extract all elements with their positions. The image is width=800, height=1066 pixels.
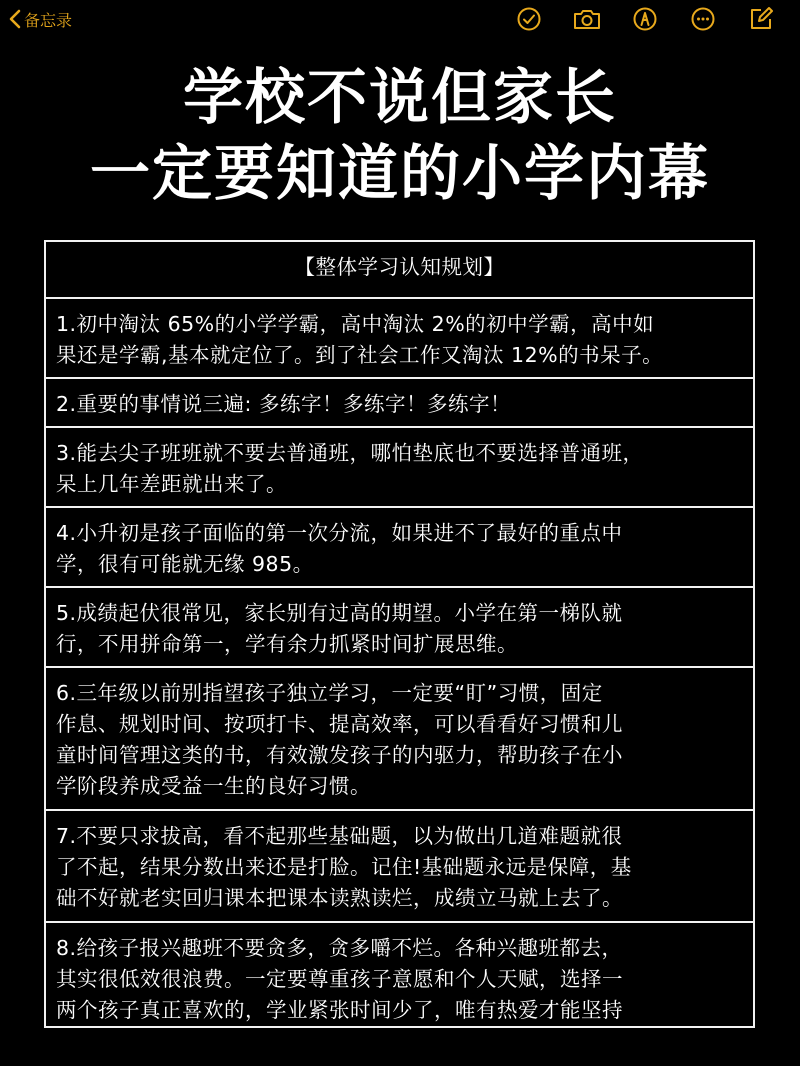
markup-pen-icon [632,6,658,32]
table-row [46,299,753,379]
row-text-line: 童时间管理这类的书，有效激发孩子的内驱力，帮助孩子在小 [56,743,623,767]
row-text-line: 其实很低效很浪费。一定要尊重孩子意愿和个人天赋，选择一 [56,967,623,991]
table-row [46,811,753,923]
row-text-line: 5.成绩起伏很常见，家长别有过高的期望。小学在第一梯队就 [56,601,623,625]
note-title [0,60,800,212]
row-text-line: 1.初中淘汰 65%的小学学霸，高中淘汰 2%的初中学霸，高中如 [56,312,655,336]
camera-icon [572,6,602,32]
note-table [44,240,755,1028]
table-row [46,588,753,668]
chevron-left-icon [8,9,22,29]
section-header: 【整体学习认知规划】 [294,255,505,279]
table-row [46,379,753,428]
check-circle-icon [516,6,542,32]
more-icon [690,6,716,32]
note-actions [500,4,790,34]
row-text-line: 3.能去尖子班班就不要去普通班，哪怕垫底也不要选择普通班， [56,441,644,465]
row-text-line: 学阶段养成受益一生的良好习惯。 [56,774,371,798]
table-row [46,428,753,508]
section-header-cell [46,242,753,299]
row-text-line: 6.三年级以前别指望孩子独立学习，一定要“盯”习惯，固定 [56,681,603,705]
compose-button[interactable] [732,4,790,34]
row-text-line: 学，很有可能就无缘 985。 [56,552,314,576]
table-row [46,508,753,588]
row-text-line: 2.重要的事情说三遍: 多练字！多练字！多练字！ [56,392,511,416]
table-row [46,668,753,811]
row-text-line: 了不起，结果分数出来还是打脸。记住!基础题永远是保障，基 [56,855,632,879]
note-title-line: 一定要知道的小学内幕 [90,139,710,209]
row-text-line: 呆上几年差距就出来了。 [56,472,287,496]
row-text-line: 行，不用拼命第一，学有余力抓紧时间扩展思维。 [56,632,518,656]
more-button[interactable] [674,4,732,34]
camera-button[interactable] [558,4,616,34]
row-text-line: 作息、规划时间、按项打卡、提高效率，可以看看好习惯和儿 [56,712,623,736]
row-text-line: 果还是学霸,基本就定位了。到了社会工作又淘汰 12%的书呆子。 [56,343,664,367]
row-text-line: 8.给孩子报兴趣班不要贪多，贪多嚼不烂。各种兴趣班都去， [56,936,623,960]
row-text-line: 7.不要只求拔高，看不起那些基础题，以为做出几道难题就很 [56,824,623,848]
done-button[interactable] [500,4,558,34]
row-text-line: 础不好就老实回归课本把课本读熟读烂，成绩立马就上去了。 [56,886,623,910]
back-button[interactable] [8,6,72,32]
row-text-line: 两个孩子真正喜欢的，学业紧张时间少了，唯有热爱才能坚持 [56,998,623,1022]
note-title-line: 学校不说但家长 [183,63,617,133]
table-row [46,923,753,1026]
compose-icon [748,6,774,32]
back-button-label: 备忘录 [24,10,73,30]
markup-button[interactable] [616,4,674,34]
top-toolbar [0,0,800,40]
row-text-line: 4.小升初是孩子面临的第一次分流，如果进不了最好的重点中 [56,521,623,545]
